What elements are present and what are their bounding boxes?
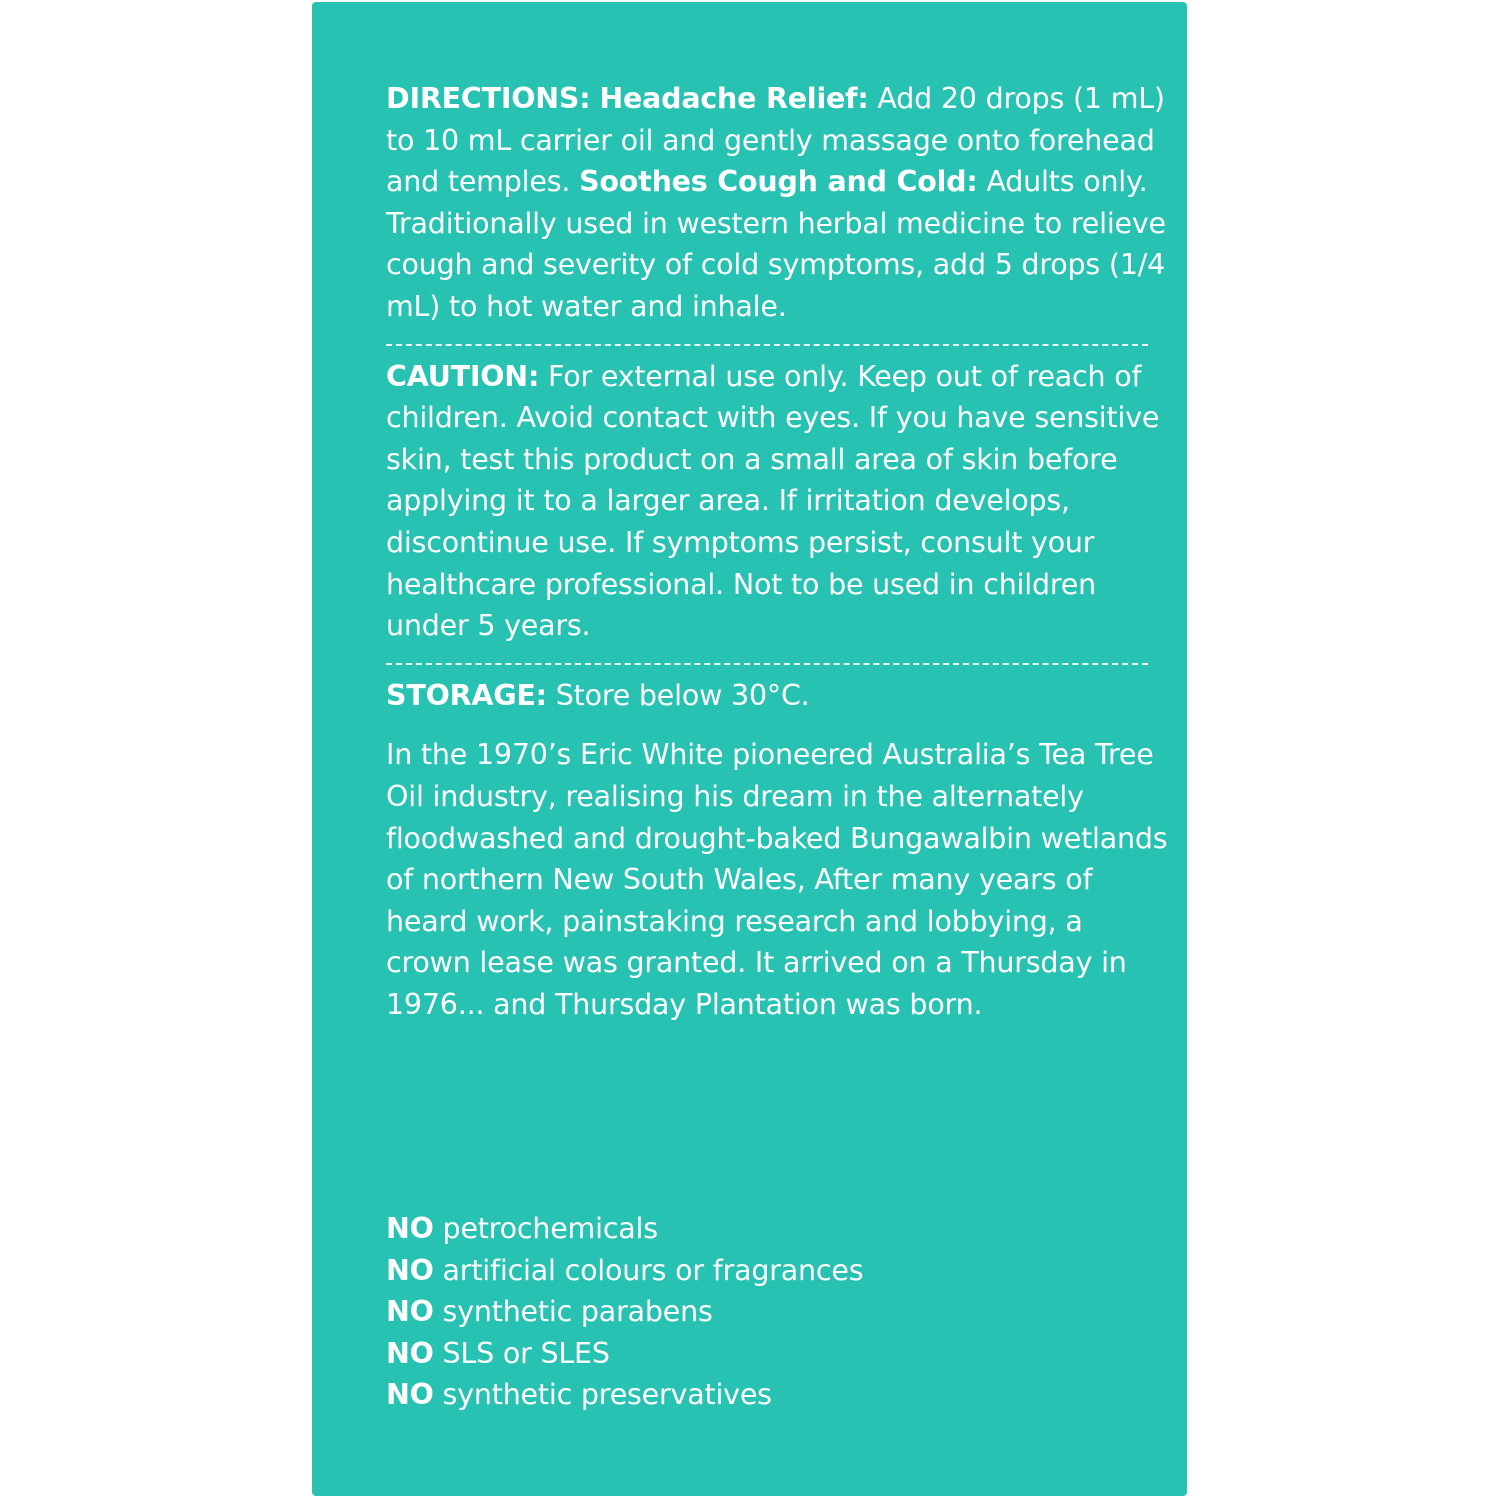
brand-story: In the 1970’s Eric White pioneered Australia’s Tea Tree Oil industry, realising his dream in the alternately floodwashed and drought-baked Bungawalbin wetlands of northern New South Wales, After many years of heard work, painstaking research and lobbying, a crown lease was granted. It arrived on a Thursday in 1976... and Thursday Plantation was born. bbox=[386, 738, 1168, 1021]
claim-item bbox=[386, 1250, 863, 1292]
claim-prefix: NO bbox=[386, 1212, 434, 1245]
storage-label: STORAGE: bbox=[386, 678, 547, 712]
label-panel bbox=[312, 2, 1187, 1496]
storage-text: Store below 30°C. bbox=[555, 678, 810, 712]
storage-section bbox=[386, 675, 1176, 717]
headache-text: Add 20 drops (1 mL) to 10 mL carrier oil and gently massage onto forehead and temples. bbox=[386, 82, 1165, 199]
cough-label: Soothes Cough and Cold: bbox=[579, 165, 978, 199]
directions-label: DIRECTIONS: bbox=[386, 82, 591, 115]
label-content bbox=[386, 78, 1176, 1025]
caution-section bbox=[386, 356, 1176, 647]
claim-prefix: NO bbox=[386, 1378, 434, 1412]
claim-item bbox=[386, 1291, 863, 1333]
cough-text: Adults only. Traditionally used in western herbal medicine to relieve cough and severity of cold symptoms, add 5 drops (1/4 mL) to hot water and inhale. bbox=[386, 165, 1166, 323]
claim-item bbox=[386, 1374, 863, 1416]
claim-item bbox=[386, 1333, 863, 1375]
claim-prefix: NO bbox=[386, 1253, 434, 1287]
claim-text: petrochemicals bbox=[442, 1212, 658, 1245]
claim-text: synthetic preservatives bbox=[442, 1378, 772, 1412]
claim-text: synthetic parabens bbox=[442, 1295, 713, 1329]
directions-section bbox=[386, 78, 1176, 328]
claims-list bbox=[386, 1208, 863, 1416]
caution-text: For external use only. Keep out of reach of children. Avoid contact with eyes. If you have sensitive skin, test this product on a small area of skin before applying it to a larger area. If irritation develops, discontinue use. If symptoms persist, consult your healthcare professional. Not to be used in children under 5 years. bbox=[386, 359, 1160, 643]
claim-item bbox=[386, 1208, 863, 1250]
dashed-divider bbox=[386, 344, 1148, 346]
claim-prefix: NO bbox=[386, 1336, 434, 1370]
claim-prefix: NO bbox=[386, 1295, 434, 1329]
headache-label: Headache Relief: bbox=[599, 82, 869, 115]
caution-label: CAUTION: bbox=[386, 359, 540, 393]
dashed-divider bbox=[386, 663, 1148, 665]
claim-text: artificial colours or fragrances bbox=[442, 1253, 864, 1287]
claim-text: SLS or SLES bbox=[442, 1336, 610, 1370]
